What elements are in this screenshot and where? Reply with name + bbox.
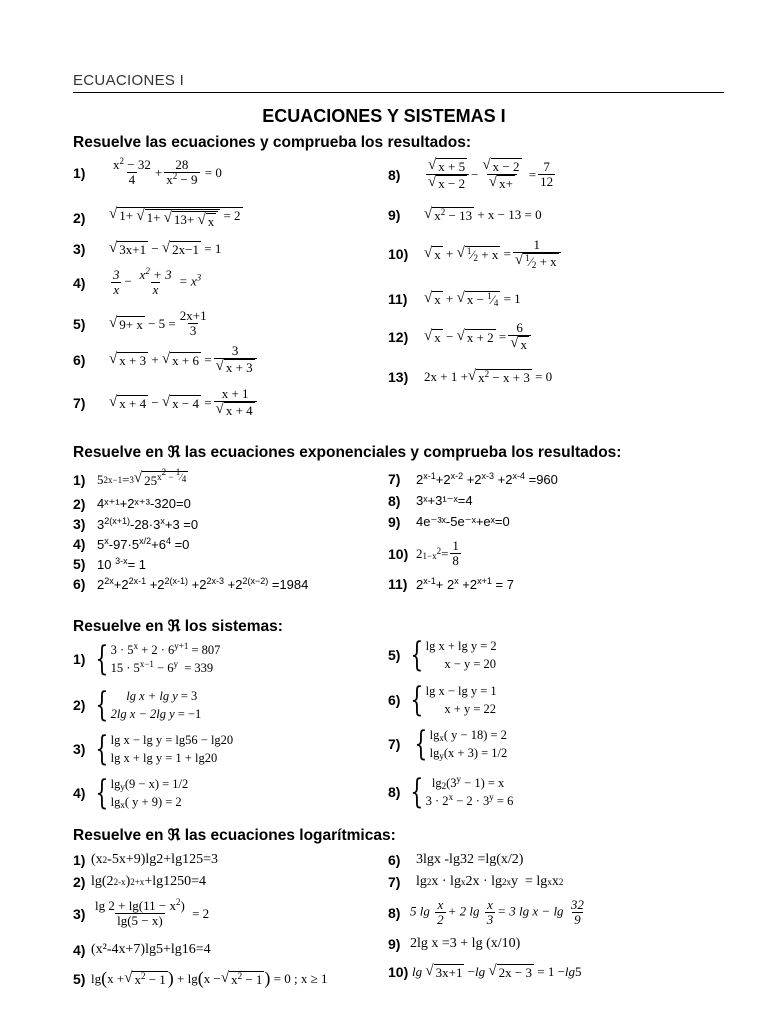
equation-number: 10) [388, 964, 409, 980]
log-equation-8: 8) 5 lg $\frac{x}{2}$ + 2 lg $\frac{x}{3}$ = 3 lg x − lg $\frac{32}{9}$ [388, 897, 584, 927]
exp-equation-7: 7) $2^{x-1}+2^{x-2} +2^{x-3} +2^{x-4} =960$ [388, 470, 558, 487]
equation-number: 8) [388, 493, 401, 509]
equation-number: 2) [73, 697, 86, 713]
equation-number: 10) [388, 245, 409, 262]
equation-number: 10) [388, 545, 409, 562]
page-header: ECUACIONES I [73, 72, 185, 89]
exp-equation-3: 3) $3^{2(x+1)}-28\cdot 3^x+3 =0$ [73, 515, 199, 532]
log-equation-text: 3lgx -lg32 =lg(x/2) [416, 852, 524, 867]
equation-number: 6) [73, 351, 86, 368]
equation-number: 9) [388, 936, 401, 952]
section-title-sistemas: Resuelve en ℜ los sistemas: [73, 618, 283, 635]
equation-number: 5) [73, 315, 86, 332]
equation-11: 11) √ x + √ $x - ^1⁄_4$ = 1 [388, 290, 521, 308]
system-3: 3) { lg x − lg y = lg56 − lg20 lg x + lg y = 1 + lg20 [73, 729, 234, 769]
equation-10: 10) √ x + √ $^1⁄_2 + x$ = 1 √ $^1⁄_2 + x$ [388, 238, 563, 269]
log-equation-text: (x²-4x+7)lg5+lg16=4 [91, 942, 211, 957]
equation-number: 1) [73, 651, 86, 667]
exp-equation-6: 6) $2^{2x}+2^{2x-1} +2^{2(x-1)} +2^{2x-3} +2^{2(x-2)} =1984$ [73, 575, 309, 592]
equation-number: 3) [73, 741, 86, 757]
system-4: 4) { $\lg_y(9 - x) = 1/2$ $\lg_x$( y + 9) = 2 [73, 773, 189, 813]
exp-equation-2 [73, 496, 191, 512]
equation-6: 6) √ x + 3 + √ x + 6 = 3 √ x + 3 [73, 344, 259, 375]
equation-number: 3) [73, 241, 86, 257]
equation-number: 5) [388, 647, 401, 663]
equation-number: 8) [388, 166, 401, 183]
equation-number: 4) [73, 785, 86, 801]
exp-equation-8 [388, 493, 473, 509]
log-equation-6 [388, 852, 523, 868]
equation-number: 3) [73, 516, 86, 532]
equation-5: 5) √ 9+ x − 5 = $\frac{2x+1}{3}$ [73, 308, 207, 338]
equation-number: 7) [73, 394, 86, 411]
equation-13: 13) 2x + 1 + √ $x^2 - x + 3$ = 0 [388, 368, 553, 385]
equation-number: 11) [388, 576, 408, 592]
equation-number: 1) [73, 471, 86, 488]
equation-number: 3) [73, 905, 86, 922]
equation-number: 4) [73, 942, 86, 958]
log-equation-text: 2lg x =3 + lg (x/10) [410, 936, 521, 951]
equation-number: 12) [388, 328, 409, 345]
equation-7: 7) √ x + 4 − √ x − 4 = x + 1 √ x + 4 [73, 387, 259, 418]
equation-number: 8) [388, 784, 401, 800]
equation-number: 1) [73, 852, 86, 868]
equation-12: 12) √ x − √ x + 2 = 6 √ x [388, 321, 533, 352]
log-equation-9 [388, 936, 520, 952]
equation-number: 5) [73, 556, 86, 572]
section-title-ecuaciones: Resuelve las ecuaciones y comprueba los resultados: [73, 134, 471, 151]
system-7: 7) { $\lg_x$( y − 18) = 2 $\lg_y(x + 3) = 1/2$ [388, 724, 508, 764]
exp-equation-4: 4) $5^x-97\cdot 5^{x/2}+6^4 =0$ [73, 535, 190, 552]
equation-number: 13) [388, 369, 409, 385]
equation-number: 6) [388, 852, 401, 868]
section-title-logaritmicas: Resuelve en ℜ las ecuaciones logarítmicas: [73, 827, 396, 844]
header-rule [73, 92, 724, 93]
equation-number: 9) [388, 514, 401, 530]
log-equation-5: 5) lg ( x + √ $x^2 - 1$ ) + lg ( x − √ $x^2 - 1$ ) = 0 ; x ≥ 1 [73, 968, 328, 988]
equation-number: 9) [388, 207, 401, 223]
exp-equation-text: 4ˣ⁺¹+2ˣ⁺³-320=0 [97, 496, 191, 511]
exp-equation-5: 5) 10 $^{3-x}$= 1 [73, 555, 147, 572]
page-title: ECUACIONES Y SISTEMAS I [262, 106, 506, 126]
equation-number: 7) [388, 736, 401, 752]
log-equation-7: 7) lg 2 x · lg x 2x · lg 2x y = lg x x 2 [388, 874, 564, 890]
exp-equation-9 [388, 514, 510, 530]
equation-number: 2) [73, 210, 86, 226]
section-title-exponenciales: Resuelve en ℜ las ecuaciones exponenciales y comprueba los resultados: [73, 444, 622, 461]
system-1: 1) { $3 \cdot 5^x + 2 \cdot 6^{y+1} = 807$ $15 \cdot 5^{x-1} - 6^y = 339$ [73, 639, 221, 679]
exp-equation-text: 3ˣ+3¹⁻ˣ=4 [416, 493, 473, 508]
equation-number: 4) [73, 274, 86, 291]
equation-number: 11) [388, 291, 408, 307]
system-5: 5) { lg x + lg y = 2 x − y = 20 [388, 635, 497, 675]
system-2: 2) { lg x + lg y = 3 2lg x − 2lg y = −1 [73, 685, 202, 725]
equation-2: 2) √ 1+ √ 1+ √ 13+ √ x = 2 [73, 206, 241, 229]
log-equation-1: 1) (x 2 -5x+9)lg2+lg125=3 [73, 852, 218, 868]
equation-3: 3) √ 3x+1 − √ 2x−1 = 1 [73, 240, 222, 257]
exp-equation-text: 4e⁻³ˣ-5e⁻ˣ+eˣ=0 [416, 514, 510, 529]
log-equation-10: 10) lg √ 3x+1 − lg √ 2x − 3 = 1 − lg 5 [388, 963, 582, 980]
equation-number: 5) [73, 970, 86, 987]
equation-number: 6) [388, 692, 401, 708]
equation-9: 9) √ $x^2 - 13$ + x − 13 = 0 [388, 206, 542, 223]
equation-number: 1) [73, 164, 86, 181]
log-equation-4 [73, 942, 211, 958]
equation-number: 7) [388, 874, 401, 890]
equation-number: 8) [388, 904, 401, 921]
equation-number: 7) [388, 471, 401, 487]
log-equation-3: 3) $\frac{\lg 2 + \lg(11 - x^2)}{\lg(5 - x)}$ = 2 [73, 897, 210, 928]
equation-number: 6) [73, 576, 86, 592]
equation-number: 2) [73, 874, 86, 890]
equation-4: 4) $\frac{3}{x}$ − $\frac{x^2 + 3}{x}$ = $x^3$ [73, 266, 202, 297]
exp-equation-10: 10) 2 $1-x^2$ = $\frac{1}{8}$ [388, 538, 459, 568]
equation-number: 2) [73, 496, 86, 512]
exp-equation-11: 11) $2^{x-1}+ 2^x +2^{x+1} = 7$ [388, 575, 514, 592]
equation-8: 8) √ x + 5 √ x − 2 − √ x − 2 √ x+ = $\frac{7}{12}$ [388, 157, 554, 191]
system-8: 8) { $\lg_2(3^y - 1) = x$ $3 \cdot 2^x - 2 \cdot 3^y = 6$ [388, 772, 514, 812]
system-6: 6) { lg x − lg y = 1 x + y = 22 [388, 680, 497, 720]
equation-number: 4) [73, 536, 86, 552]
exp-equation-1: 1) 5 2x−1 = 3 √ $25^{x^2 - ^1⁄_4}$ [73, 467, 187, 488]
equation-1: 1) $\frac{x^2 - 32}{4}$ + $\frac{28}{x^2 - 9}$ = 0 [73, 156, 222, 187]
log-equation-2: 2) lg(2 2-x ) 2+x +lg1250=4 [73, 874, 206, 890]
